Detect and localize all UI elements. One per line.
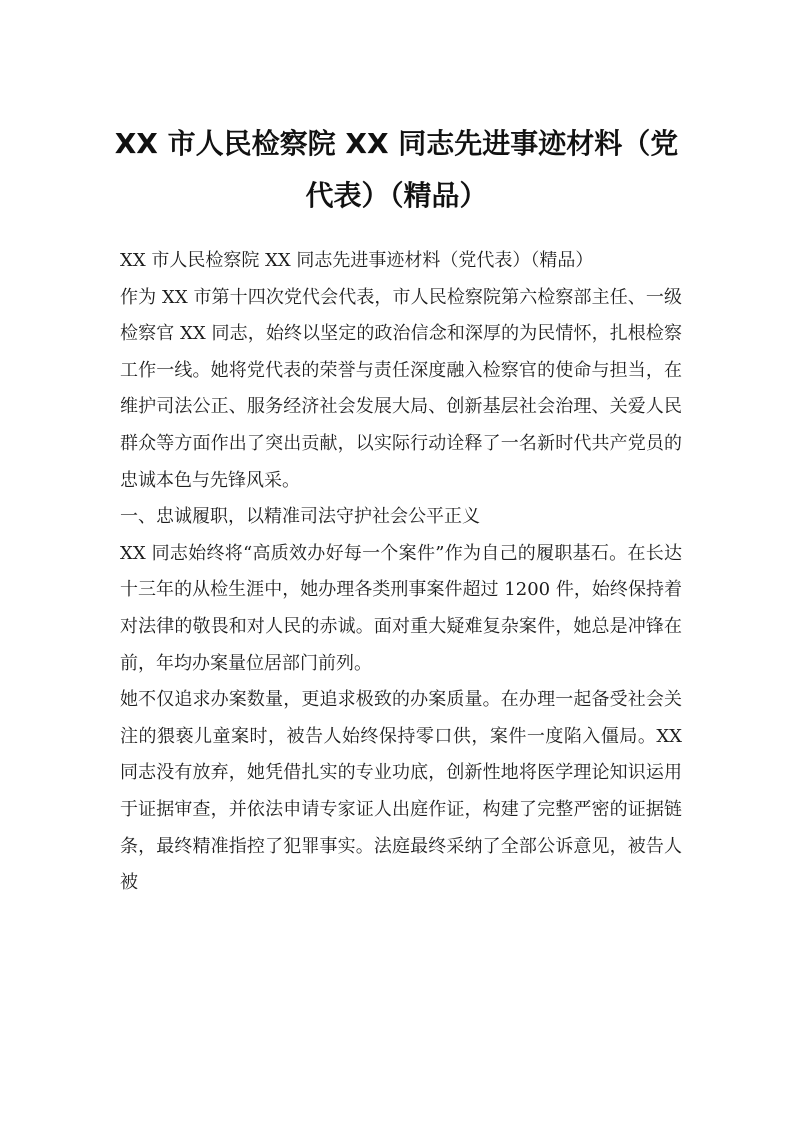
document-title (100, 118, 693, 222)
section-heading: 一、忠诚履职，以精准司法守护社会公平正义 (120, 506, 480, 528)
body-paragraph: XX 同志始终将“高质效办好每一个案件”作为自己的履职基石。在长达十三年的从检生涯中，她办理各类刑事案件超过 1200 件，始终保持着对法律的敬畏和对人民的赤诚。面对重大疑难复杂案件，她总是冲锋在前，年均办案量位居部门前列。 (120, 542, 682, 674)
subtitle-paragraph: XX 市人民检察院 XX 同志先进事迹材料（党代表）（精品） (120, 250, 594, 271)
body-paragraph: 她不仅追求办案数量，更追求极致的办案质量。在办理一起备受社会关注的猥亵儿童案时，被告人始终保持零口供，案件一度陷入僵局。XX 同志没有放弃，她凭借扎实的专业功底，创新性地将医学理论知识运用于证据审查，并依法申请专家证人出庭作证，构建了完整严密的证据链条，最终精准指控了犯罪事实。法庭最终采纳了全部公诉意见，被告人被 (120, 689, 682, 894)
title-line-1: XX 市人民检察院 XX 同志先进事迹材料（党 (114, 127, 679, 160)
title-line-2: 代表）（精品） (305, 179, 488, 212)
document-body (120, 243, 682, 902)
intro-paragraph: 作为 XX 市第十四次党代会代表，市人民检察院第六检察部主任、一级检察官 XX 同志，始终以坚定的政治信念和深厚的为民情怀，扎根检察工作一线。她将党代表的荣誉与责任深度融入检察官的使命与担当，在维护司法公正、服务经济社会发展大局、创新基层社会治理、关爱人民群众等方面作出了突出贡献，以实际行动诠释了一名新时代共产党员的忠诚本色与先锋风采。 (120, 286, 682, 491)
